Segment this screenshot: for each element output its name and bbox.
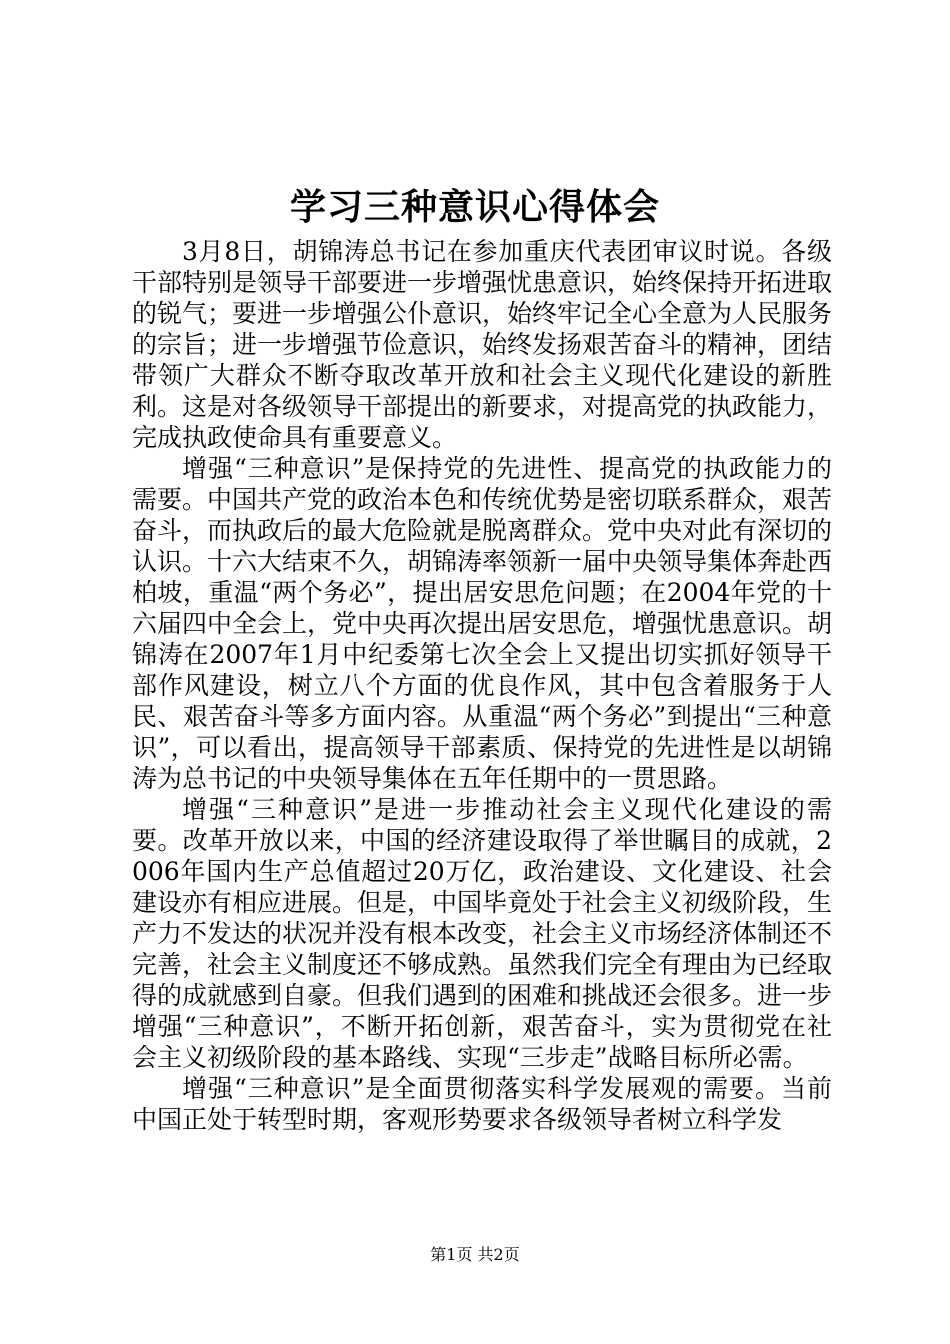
paragraph-1: 3月8日，胡锦涛总书记在参加重庆代表团审议时说。各级干部特别是领导干部要进一步增强忧患意识，始终保持开拓进取的锐气；要进一步增强公仆意识，始终牢记全心全意为人民服务的宗旨；进一步增强节俭意识，始终发扬艰苦奋斗的精神，团结带领广大群众不断夺取改革开放和社会主义现代化建设的新胜利。这是对各级领导干部提出的新要求，对提高党的执政能力，完成执政使命具有重要意义。	[132, 237, 833, 452]
paragraph-3: 增强“三种意识”是进一步推动社会主义现代化建设的需要。改革开放以来，中国的经济建设取得了举世瞩目的成就，2006年国内生产总值超过20万亿，政治建设、文化建设、社会建设亦有相应进展。但是，中国毕竟处于社会主义初级阶段，生产力不发达的状况并没有根本改变，社会主义市场经济体制还不完善，社会主义制度还不够成熟。虽然我们完全有理由为已经取得的成就感到自豪。但我们遇到的困难和挑战还会很多。进一步增强“三种意识”，不断开拓创新，艰苦奋斗，实为贯彻党在社会主义初级阶段的基本路线、实现“三步走”战略目标所必需。	[132, 795, 833, 1072]
document-title: 学习三种意识心得体会	[289, 186, 660, 228]
page-footer: 第1页 共2页	[430, 1245, 520, 1264]
paragraph-4: 增强“三种意识”是全面贯彻落实科学发展观的需要。当前中国正处于转型时期，客观形势要求各级领导者树立科学发	[132, 1074, 832, 1134]
paragraph-2: 增强“三种意识”是保持党的先进性、提高党的执政能力的需要。中国共产党的政治本色和传统优势是密切联系群众，艰苦奋斗，而执政后的最大危险就是脱离群众。党中央对此有深切的认识。十六大结束不久，胡锦涛率领新一届中央领导集体奔赴西柏坡，重温“两个务必”，提出居安思危问题；在2004年党的十六届四中全会上，党中央再次提出居安思危，增强忧患意识。胡锦涛在2007年1月中纪委第七次全会上又提出切实抓好领导干部作风建设，树立八个方面的优良作风，其中包含着服务于人民、艰苦奋斗等多方面内容。从重温“两个务必”到提出“三种意识”，可以看出，提高领导干部素质、保持党的先进性是以胡锦涛为总书记的中央领导集体在五年任期中的一贯思路。	[132, 454, 833, 793]
document-body	[132, 236, 832, 1135]
